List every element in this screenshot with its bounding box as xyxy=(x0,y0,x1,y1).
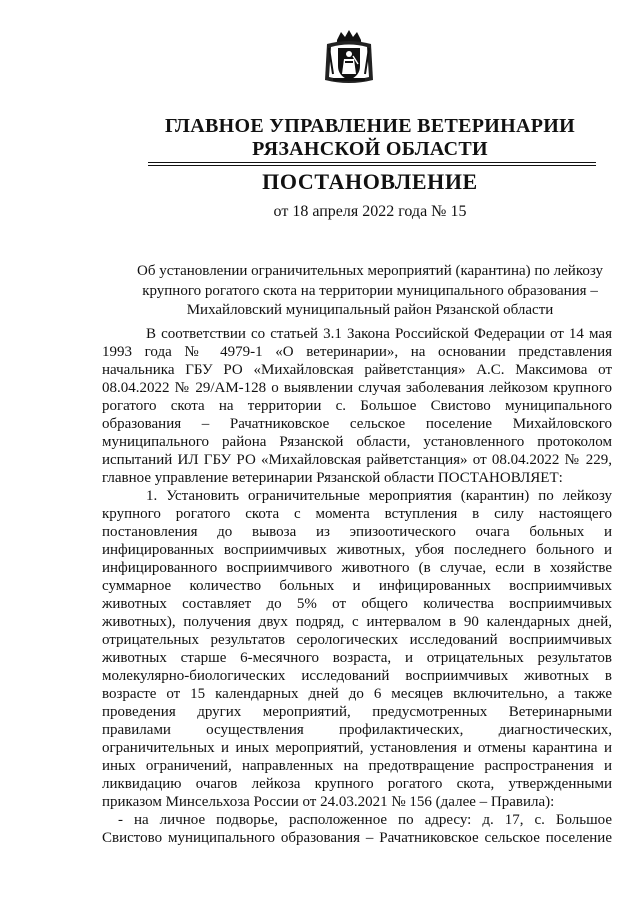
body-line: рогатого скота на территории с. Большое Свистово муниципального xyxy=(102,398,612,414)
body-line: постановления до вывоза из эпизоотического очага больных и xyxy=(102,524,612,540)
address-bullet-line: - на личное подворье, расположенное по адресу: д. 17, с. Большое xyxy=(118,812,612,828)
organization-name-line2: РЯЗАНСКОЙ ОБЛАСТИ xyxy=(252,138,488,160)
body-line: возрасте от 15 календарных дней до 6 месяцев включительно, а также xyxy=(102,686,612,702)
body-line: крупного рогатого скота с момента вступления в силу настоящего xyxy=(102,506,612,522)
organization-name-line1: ГЛАВНОЕ УПРАВЛЕНИЕ ВЕТЕРИНАРИИ xyxy=(165,115,575,137)
body-line: иных ограничений, направленных на предотвращение распространения и xyxy=(102,758,612,774)
body-line: испытаний ИЛ ГБУ РО «Михайловская райветстанция» от 08.04.2022 № 229, xyxy=(102,452,612,468)
body-line: ограничительных и иных мероприятий, установления и отмены карантина и xyxy=(102,740,612,756)
body-line: муниципального района Рязанской области, установленного протоколом xyxy=(102,434,612,450)
header-divider-top xyxy=(148,162,596,163)
body-line: суммарное количество больных и инфицированных восприимчивых xyxy=(102,578,612,594)
body-line: инфицированных восприимчивых животных, убоя последнего больного и xyxy=(102,542,612,558)
document-type-title: ПОСТАНОВЛЕНИЕ xyxy=(262,169,478,194)
body-line: Свистово муниципального образования – Рачатниковское сельское поселение xyxy=(102,830,612,846)
body-line: 08.04.2022 № 29/АМ-128 о выявлении случая заболевания лейкозом крупного xyxy=(102,380,612,396)
body-line: животных старше 6-месячного возраста, и отрицательных результатов xyxy=(102,650,612,666)
body-line: отрицательных результатов серологических исследований восприимчивых xyxy=(102,632,612,648)
body-line: образования – Рачатниковское сельское поселение Михайловского xyxy=(102,416,612,432)
ryazan-coat-of-arms-icon xyxy=(323,28,375,86)
body-line: ликвидацию очагов лейкоза крупного рогатого скота, утвержденными xyxy=(102,776,612,792)
body-line: проведения других мероприятий, предусмотренных Ветеринарными xyxy=(102,704,612,720)
body-line: животных), получения двух подряд, с интервалом в 90 календарных дней, xyxy=(102,614,612,630)
body-line: 1993 года № 4979-1 «О ветеринарии», на основании представления xyxy=(102,344,612,360)
header-divider-bottom xyxy=(148,165,596,166)
subject-line: крупного рогатого скота на территории муниципального образования – xyxy=(142,282,598,299)
body-line: начальника ГБУ РО «Михайловская райветстанция» А.С. Максимова от xyxy=(102,362,612,378)
body-line: главное управление ветеринарии Рязанской области ПОСТАНОВЛЯЕТ: xyxy=(102,470,563,486)
body-line: животных составляет до 5% от общего количества восприимчивых xyxy=(102,596,612,612)
document-subject xyxy=(110,262,630,321)
body-line: правилами осуществления профилактических, диагностических, xyxy=(102,722,612,738)
body-line: инфицированного восприимчивого животного (в случае, если в хозяйстве xyxy=(102,560,612,576)
body-line: приказом Минсельхоза России от 24.03.2021 № 156 (далее – Правила): xyxy=(102,794,555,810)
clause-1-line: 1. Установить ограничительные мероприятия (карантин) по лейкозу xyxy=(146,488,612,504)
body-line: молекулярно-биологических исследований восприимчивых животных в xyxy=(102,668,612,684)
body-line: В соответствии со статьей 3.1 Закона Российской Федерации от 14 мая xyxy=(146,326,612,342)
subject-line: Михайловский муниципальный район Рязанской области xyxy=(186,302,554,318)
document-date-number: от 18 апреля 2022 года № 15 xyxy=(273,203,467,220)
subject-line: Об установлении ограничительных мероприятий (карантина) по лейкозу xyxy=(137,263,603,279)
